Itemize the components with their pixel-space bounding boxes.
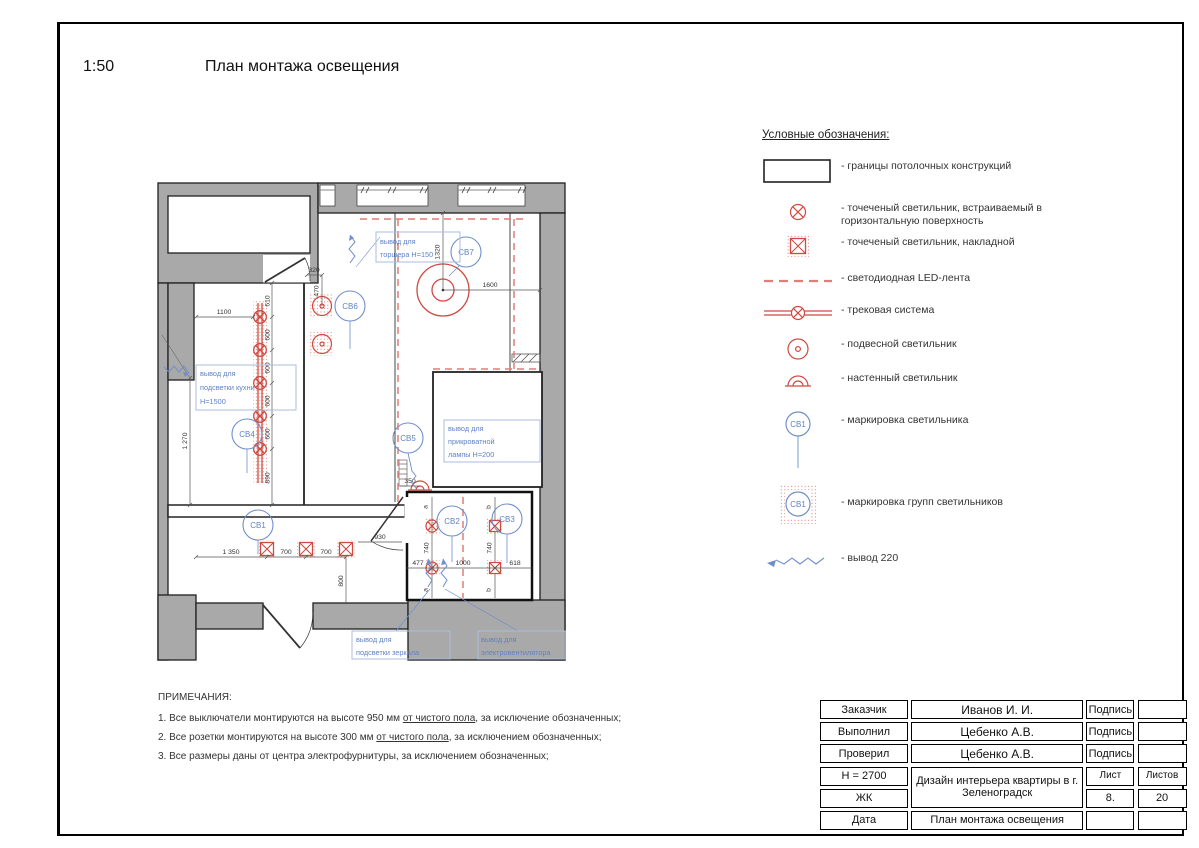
tb-zhk: ЖК	[820, 789, 908, 808]
tb-sign-empty	[1138, 722, 1187, 741]
legend-row-marker	[755, 410, 968, 470]
ceiling-border-icon	[760, 156, 836, 186]
note-item: 1. Все выключатели монтируются на высоте 950 мм от чистого пола, за исключение обозначенных;	[158, 713, 622, 724]
corridor-spots	[258, 540, 355, 558]
dim-350: 350	[404, 478, 416, 485]
dim-1320: 1320	[434, 244, 442, 260]
legend-label-2: горизонтальную поверхность	[841, 215, 984, 227]
dim-740: 740	[486, 542, 494, 554]
dim-600: 600	[264, 428, 272, 440]
notes-heading: ПРИМЕЧАНИЯ:	[158, 692, 232, 703]
callout-fan-1: вывод для	[481, 635, 517, 644]
page-title: План монтажа освещения	[205, 58, 400, 75]
tb-sheets-num: 20	[1138, 789, 1187, 808]
tb-project: Дизайн интерьера квартиры в г. Зеленоградск	[911, 767, 1083, 808]
marker-cb2: СВ2	[444, 517, 460, 526]
dim-1100: 1100	[216, 309, 232, 316]
marker-example: СВ1	[790, 500, 806, 509]
wardrobe-hatch	[512, 354, 540, 362]
switch-group-b: b	[485, 588, 493, 592]
tb-sheet-label: Лист	[1086, 767, 1134, 786]
legend-label: - границы потолочных конструкций	[841, 160, 1012, 172]
tb-customer-label: Заказчик	[820, 700, 908, 719]
legend-label: - маркировка светильника	[841, 414, 969, 426]
floor-plan	[150, 175, 570, 665]
legend-row-output-220	[755, 548, 898, 574]
callout-bedside-3: лампы H=200	[448, 450, 495, 459]
callout-torcher-2: торшера H=150	[380, 250, 434, 259]
dim-1270: 1 270	[182, 432, 189, 450]
tb-sheet-num: 8.	[1086, 789, 1134, 808]
callout-kitchen-2: подсветки кухни	[200, 383, 255, 392]
tb-author-label: Выполнил	[820, 722, 908, 741]
tb-checker-label: Проверил	[820, 744, 908, 763]
legend-label: - подвесной светильник	[841, 338, 957, 350]
callout-torcher-1: вывод для	[380, 237, 416, 246]
dim-800: 800	[338, 575, 345, 587]
legend-row-wall-lamp	[755, 368, 958, 396]
legend-row-led	[755, 268, 970, 294]
pendant-light-icon	[760, 334, 836, 364]
tb-empty	[1138, 811, 1187, 830]
dim-618: 618	[509, 560, 521, 567]
balcony-niche	[168, 196, 310, 253]
marker-cb3: СВ3	[499, 515, 515, 524]
note-item: 2. Все розетки монтируются на высоте 300 мм от чистого пола, за исключением обозначенных;	[158, 732, 602, 743]
entry-door	[263, 605, 313, 648]
legend-heading: Условные обозначения:	[762, 129, 890, 141]
led-strip-icon	[760, 268, 836, 294]
tb-sign-label: Подпись	[1086, 744, 1134, 763]
legend-row-recessed-spot	[755, 198, 1042, 228]
dim-700: 700	[280, 549, 292, 556]
tb-height: H = 2700	[820, 767, 908, 786]
switch-group-a: a	[422, 588, 430, 592]
dim-320: 320	[308, 267, 320, 274]
tb-author-value: Цебенко А.В.	[911, 722, 1083, 741]
drawing-scale: 1:50	[83, 58, 115, 75]
tb-sheet-title: План монтажа освещения	[911, 811, 1083, 830]
corridor-wall	[168, 505, 405, 517]
legend-label: - настенный светильник	[841, 372, 958, 384]
dim-477: 477	[412, 560, 424, 567]
notes	[158, 692, 621, 770]
switch-group-a: a	[422, 505, 430, 509]
tb-date: Дата	[820, 811, 908, 830]
legend-label: - точеченый светильник, встраиваемый в	[841, 202, 1043, 214]
legend-row-track	[755, 300, 934, 326]
marker-cb4: СВ4	[239, 430, 255, 439]
recessed-spot-icon	[760, 198, 836, 226]
switch-group-b: b	[485, 505, 493, 509]
dim-600: 600	[264, 395, 272, 407]
dim-700: 700	[320, 549, 332, 556]
tb-customer-value: Иванов И. И.	[911, 700, 1083, 719]
marker-cb5: СВ5	[400, 434, 416, 443]
dim-600: 600	[264, 362, 272, 374]
dim-610: 610	[264, 295, 272, 307]
callout-kitchen-1: вывод для	[200, 369, 236, 378]
callout-fan-2: электровентилятора	[481, 648, 551, 657]
surface-spot-icon	[760, 232, 836, 260]
track-halo	[253, 301, 267, 485]
legend-row-group-marker	[755, 482, 1003, 528]
marker-cb7: СВ7	[458, 248, 474, 257]
dim-470: 470	[313, 285, 321, 297]
tb-sign-label: Подпись	[1086, 722, 1134, 741]
legend-row-pendant	[755, 334, 957, 364]
legend-label: - маркировка групп светильников	[841, 496, 1003, 508]
dim-930: 930	[374, 534, 386, 541]
track-system-icon	[760, 300, 836, 326]
fixture-group-marker-icon	[760, 482, 836, 528]
marker-example: СВ1	[790, 420, 806, 429]
dim-1600: 1600	[482, 282, 498, 289]
marker-cb1: СВ1	[250, 521, 266, 530]
legend-row-surface-spot	[755, 232, 1015, 260]
legend-row-ceiling	[755, 156, 1011, 186]
output-220-icon	[760, 548, 836, 574]
callout-bedside-1: вывод для	[448, 424, 484, 433]
dim-600: 600	[264, 329, 272, 341]
wall-lamp-icon	[760, 368, 836, 396]
dim-890: 890	[264, 472, 272, 484]
tb-sheets-label: Листов	[1138, 767, 1187, 786]
callout-kitchen-3: H=1500	[200, 397, 226, 406]
tb-sign-empty	[1138, 744, 1187, 763]
legend-label: - вывод 220	[841, 552, 899, 564]
tb-checker-value: Цебенко А.В.	[911, 744, 1083, 763]
dim-740: 740	[423, 542, 431, 554]
tb-sign-empty	[1138, 700, 1187, 719]
marker-cb6: СВ6	[342, 302, 358, 311]
tb-sign-label: Подпись	[1086, 700, 1134, 719]
callout-mirror-1: вывод для	[356, 635, 392, 644]
legend-label: - точеченый светильник, накладной	[841, 236, 1015, 248]
fixture-marker-icon	[760, 410, 836, 470]
legend-label: - светодиодная LED-лента	[841, 272, 971, 284]
callout-mirror-2: подсветки зеркала	[356, 648, 420, 657]
callout-bedside-2: прикроватной	[448, 437, 495, 446]
legend-label: - трековая система	[841, 304, 935, 316]
title-block	[820, 700, 1183, 833]
tb-empty	[1086, 811, 1134, 830]
dim-1000: 1000	[455, 560, 471, 567]
note-item: 3. Все размеры даны от центра электрофурнитуры, за исключением обозначенных;	[158, 751, 549, 762]
dim-1350: 1 350	[222, 549, 240, 556]
